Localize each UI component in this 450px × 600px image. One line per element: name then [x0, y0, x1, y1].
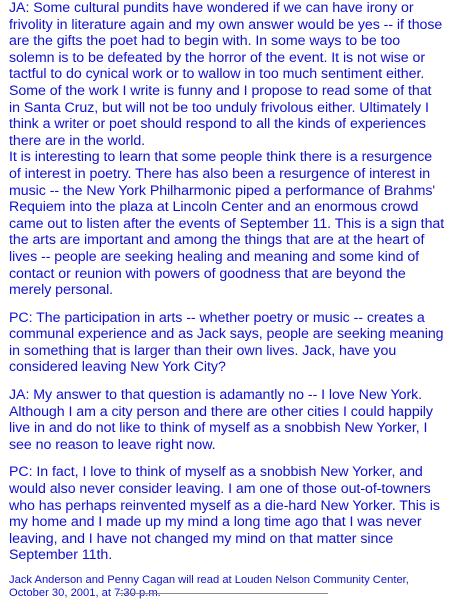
paragraph-ja-new-york: JA: My answer to that question is adamantly no -- I love New York. Although I am a city person and there are other cities I could happily live in and do not like to think of myself as a snobbish New Yorker, I see no reason to leave right now. [9, 387, 433, 453]
article-body [9, 0, 445, 600]
horizontal-divider [117, 593, 328, 594]
paragraph-pc-new-yorker: PC: In fact, I love to think of myself as a snobbish New Yorker, and would also never consider leaving. I am one of those out-of-towners who has perhaps reinvented myself as a die-hard New Yorker. This is my home and I made up my mind a long time ago that I was never leaving, and I have not changed my mind on that matter since September 11th. [9, 464, 440, 564]
paragraph-ja-resurgence: It is interesting to learn that some people think there is a resurgence of interest in poetry. There has also been a resurgence of interest in music -- the New York Philharmonic piped a performance of Brahms' Requiem into the plaza at Lincoln Center and an enormous crowd came out to listen after the events of September 11. This is a sign that the arts are important and among the things that are at the heart of lives -- people are seeking healing and meaning and some kind of contact or reunion with powers of goodness that are beyond the merely personal. [9, 149, 445, 299]
reading-event-note: Jack Anderson and Penny Cagan will read at Louden Nelson Community Center, October 30, 2001, at 7:30 p.m. [9, 574, 409, 599]
paragraph-pc-participation: PC: The participation in arts -- whether poetry or music -- creates a communal experience and as Jack says, people are seeking meaning in something that is larger than their own lives. Jack, have you considered leaving New York City? [9, 309, 444, 376]
paragraph-ja-irony: JA: Some cultural pundits have wondered if we can have irony or frivolity in literature again and my own answer would be yes -- if those are the gifts the poet had to begin with. In some ways to be too solemn is to be defeated by the horror of the event. It is not wise or tactful to do cynical work or to wallow in too much sentiment either. Some of the work I write is funny and I propose to read some of that in Santa Cruz, but will not be too unduly frivolous either. Ultimately I think a writer or poet should respond to all the kinds of experiences there are in the world. [9, 0, 443, 149]
